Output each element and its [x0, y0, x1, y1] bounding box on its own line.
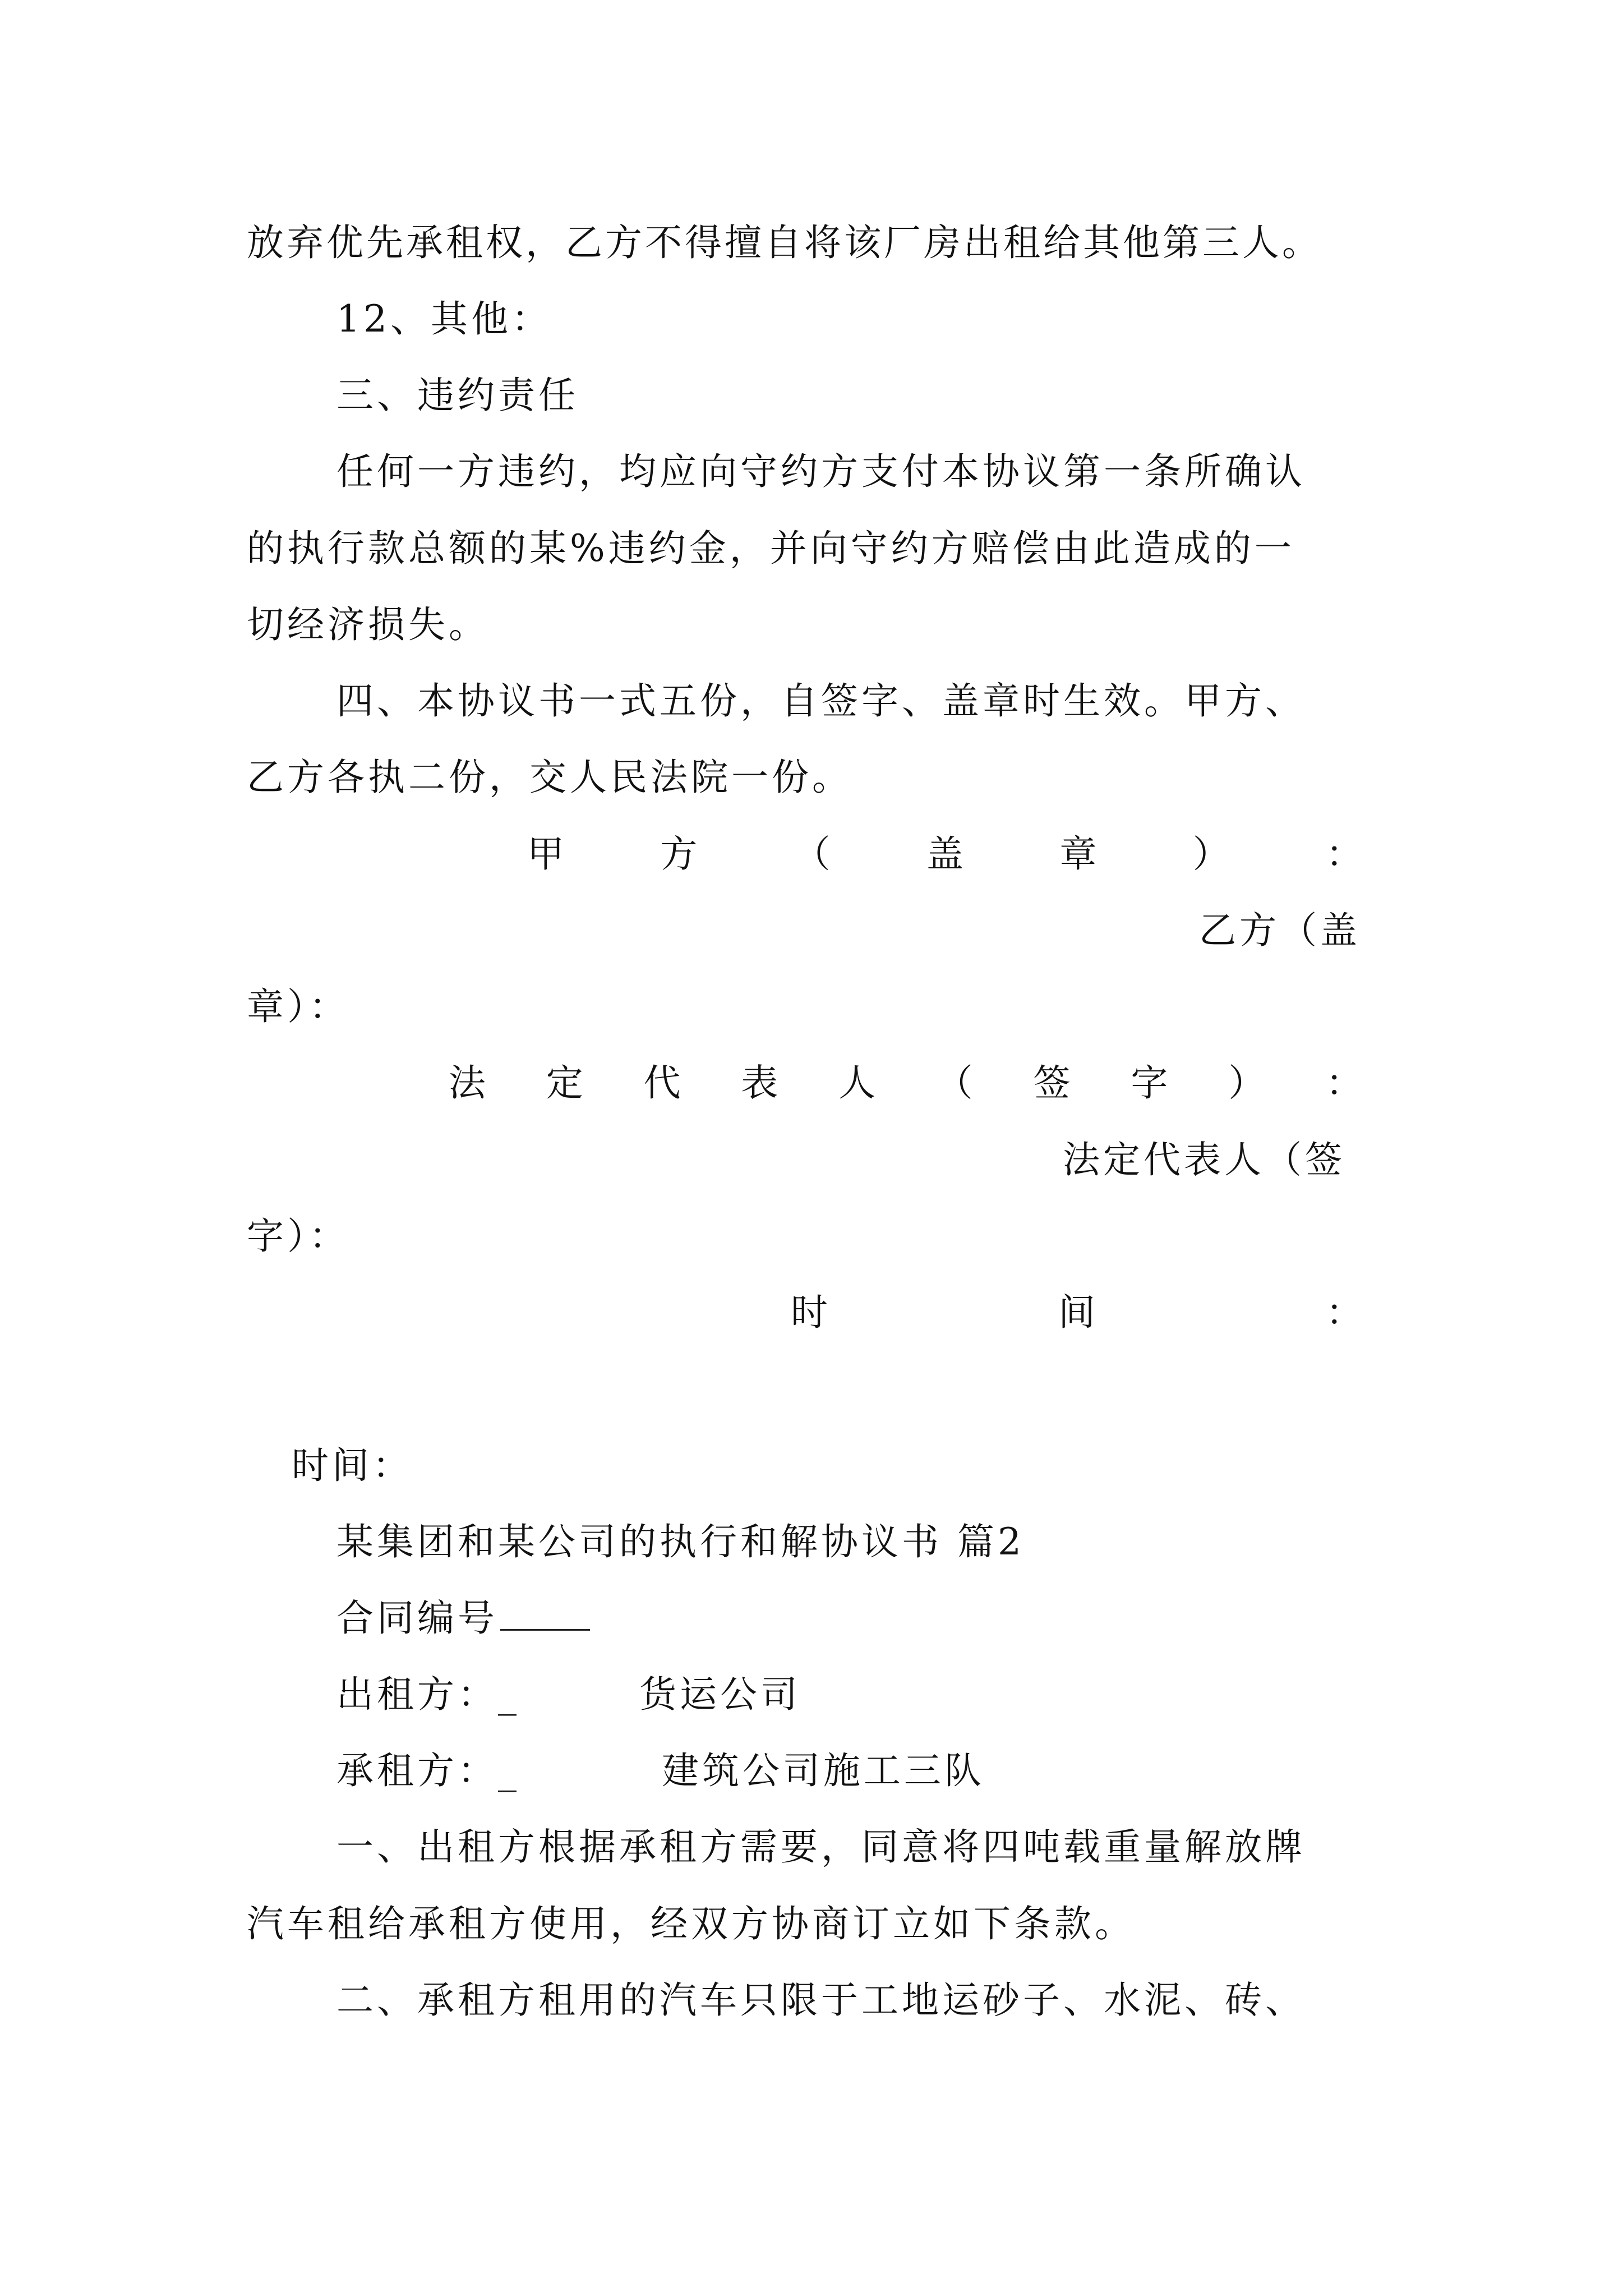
- text-line: 任何一方违约，均应向守约方支付本协议第一条所确认: [336, 450, 1306, 493]
- contract-number-label: 合同编号: [336, 1596, 498, 1640]
- lessee-label: 承租方：_: [336, 1749, 520, 1792]
- text-line: 字）：: [247, 1214, 349, 1258]
- char: 间: [1058, 1291, 1095, 1334]
- contract-number-line: [336, 1596, 590, 1640]
- char: 字: [1131, 1061, 1168, 1105]
- party-a-time-line: [791, 1291, 1363, 1334]
- text-line: 四、本协议书一式五份，自签字、盖章时生效。甲方、: [336, 679, 1306, 723]
- char: 时: [791, 1291, 828, 1334]
- document-title: 某集团和某公司的执行和解协议书 篇2: [336, 1520, 1025, 1563]
- party-b-time-line: 时间：: [292, 1444, 413, 1487]
- char: ：: [1325, 1061, 1363, 1105]
- contract-number-blank: [500, 1602, 590, 1631]
- text-line: 汽车租给承租方使用，经双方协商订立如下条款。: [247, 1902, 1135, 1945]
- char: 定: [546, 1061, 583, 1105]
- char: 方: [660, 832, 698, 876]
- char: ）: [1192, 832, 1230, 876]
- text-line: 章）：: [247, 985, 349, 1028]
- char: （: [935, 1061, 973, 1105]
- char: 签: [1033, 1061, 1071, 1105]
- text-line: 一、出租方根据承租方需要，同意将四吨载重量解放牌: [336, 1825, 1306, 1869]
- char: ：: [1326, 1291, 1363, 1334]
- lessor-line: [336, 1673, 520, 1716]
- char: 表: [741, 1061, 778, 1105]
- text-line: 的执行款总额的某%违约金，并向守约方赔偿由此造成的一: [247, 527, 1295, 570]
- char: 甲: [527, 832, 564, 876]
- char: 章: [1059, 832, 1097, 876]
- text-line: 放弃优先承租权，乙方不得擅自将该厂房出租给其他第三人。: [247, 221, 1322, 264]
- text-line: 12、其他：: [336, 297, 552, 341]
- party-a-signature-line: [527, 832, 1363, 876]
- lessor-label: 出租方：_: [336, 1673, 520, 1716]
- char: ）: [1228, 1061, 1266, 1105]
- text-line: 乙方各执二份，交人民法院一份。: [247, 756, 852, 799]
- text-line: 二、承租方租用的汽车只限于工地运砂子、水泥、砖、: [336, 1978, 1306, 2022]
- section-heading: 三、违约责任: [336, 374, 579, 417]
- party-b-signature-line: 乙方（盖: [1199, 909, 1361, 952]
- lessee-name: 建筑公司施工三队: [662, 1749, 985, 1792]
- char: 法: [449, 1061, 486, 1105]
- party-a-rep-signature-line: [449, 1061, 1363, 1105]
- lessor-name: 货运公司: [639, 1673, 801, 1716]
- char: ：: [1325, 832, 1363, 876]
- char: （: [793, 832, 831, 876]
- text-line: 切经济损失。: [247, 603, 489, 646]
- lessee-line: [336, 1749, 520, 1792]
- char: 盖: [926, 832, 963, 876]
- char: 代: [643, 1061, 681, 1105]
- char: 人: [838, 1061, 876, 1105]
- party-b-rep-signature-line: 法定代表人（签: [1063, 1138, 1345, 1181]
